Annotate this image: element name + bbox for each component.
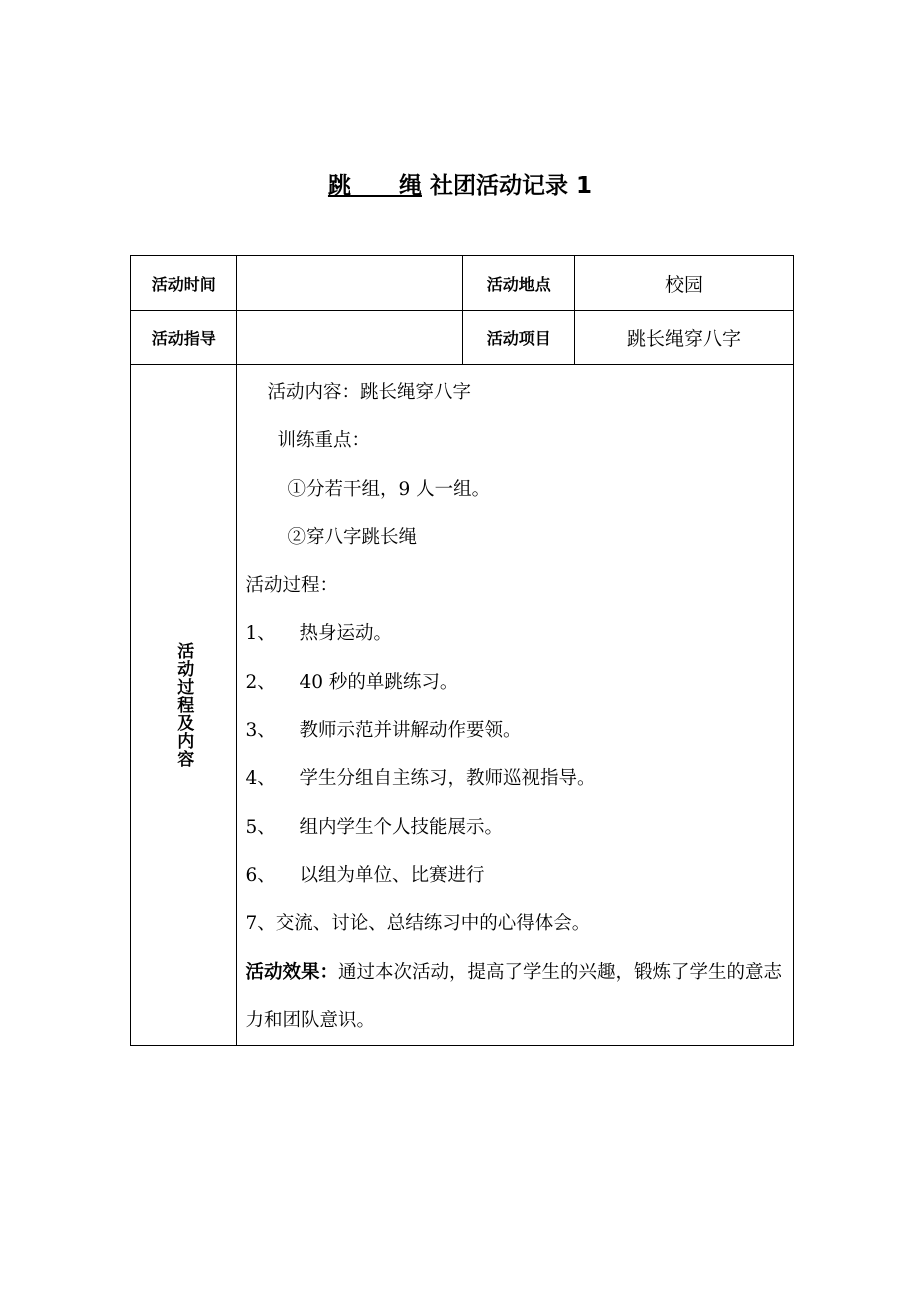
focus-heading: 训练重点： — [277, 430, 370, 452]
place-label: 活动地点 — [463, 256, 575, 311]
guide-label: 活动指导 — [131, 311, 237, 365]
step-text: 40 秒的单跳练习。 — [299, 671, 459, 693]
step-text: 以组为单位、比赛进行 — [299, 864, 485, 886]
table-row — [131, 311, 794, 365]
step-text: 教师示范并讲解动作要领。 — [299, 720, 522, 742]
process-content — [237, 365, 793, 1045]
effect-text: 通过本次活动，提高了学生的兴趣，锻炼了学生的意志力和团队意识。 — [245, 961, 782, 1031]
guide-value — [237, 311, 463, 365]
step-number: 4、 — [245, 768, 276, 790]
time-value — [237, 256, 463, 311]
place-value: 校园 — [574, 256, 793, 311]
project-label: 活动项目 — [463, 311, 575, 365]
process-content-cell — [237, 365, 794, 1046]
title-sport: 跳 绳 — [327, 173, 422, 199]
step-number: 6、 — [245, 864, 276, 886]
step-item — [245, 610, 787, 658]
page-title — [0, 168, 920, 204]
process-label: 活动过程及内容 — [173, 642, 194, 769]
project-value: 跳长绳穿八字 — [574, 311, 793, 365]
step-item-7: 7、交流、讨论、总结练习中的心得体会。 — [245, 913, 591, 935]
step-number: 2、 — [245, 671, 276, 693]
step-text: 组内学生个人技能展示。 — [299, 816, 503, 838]
step-item — [245, 755, 787, 803]
step-item — [245, 852, 787, 900]
effect-label: 活动效果： — [245, 961, 338, 983]
step-item — [245, 804, 787, 852]
focus-item-2: ②穿八字跳长绳 — [287, 526, 417, 548]
activity-effect — [245, 949, 787, 1046]
table-row — [131, 365, 794, 1046]
step-item — [245, 659, 787, 707]
activity-record-table — [130, 255, 794, 1046]
step-number: 3、 — [245, 720, 276, 742]
step-number: 5、 — [245, 816, 276, 838]
step-item — [245, 707, 787, 755]
step-text: 热身运动。 — [299, 623, 392, 645]
time-label: 活动时间 — [131, 256, 237, 311]
step-number: 1、 — [245, 623, 276, 645]
activity-content-line: 活动内容：跳长绳穿八字 — [267, 382, 471, 403]
step-text: 学生分组自主练习，教师巡视指导。 — [299, 768, 596, 790]
title-suffix: 社团活动记录 1 — [430, 173, 593, 199]
process-heading: 活动过程： — [245, 575, 338, 597]
process-label-cell — [131, 365, 237, 1046]
table-row — [131, 256, 794, 311]
focus-item-1: ①分若干组，9 人一组。 — [287, 478, 491, 500]
